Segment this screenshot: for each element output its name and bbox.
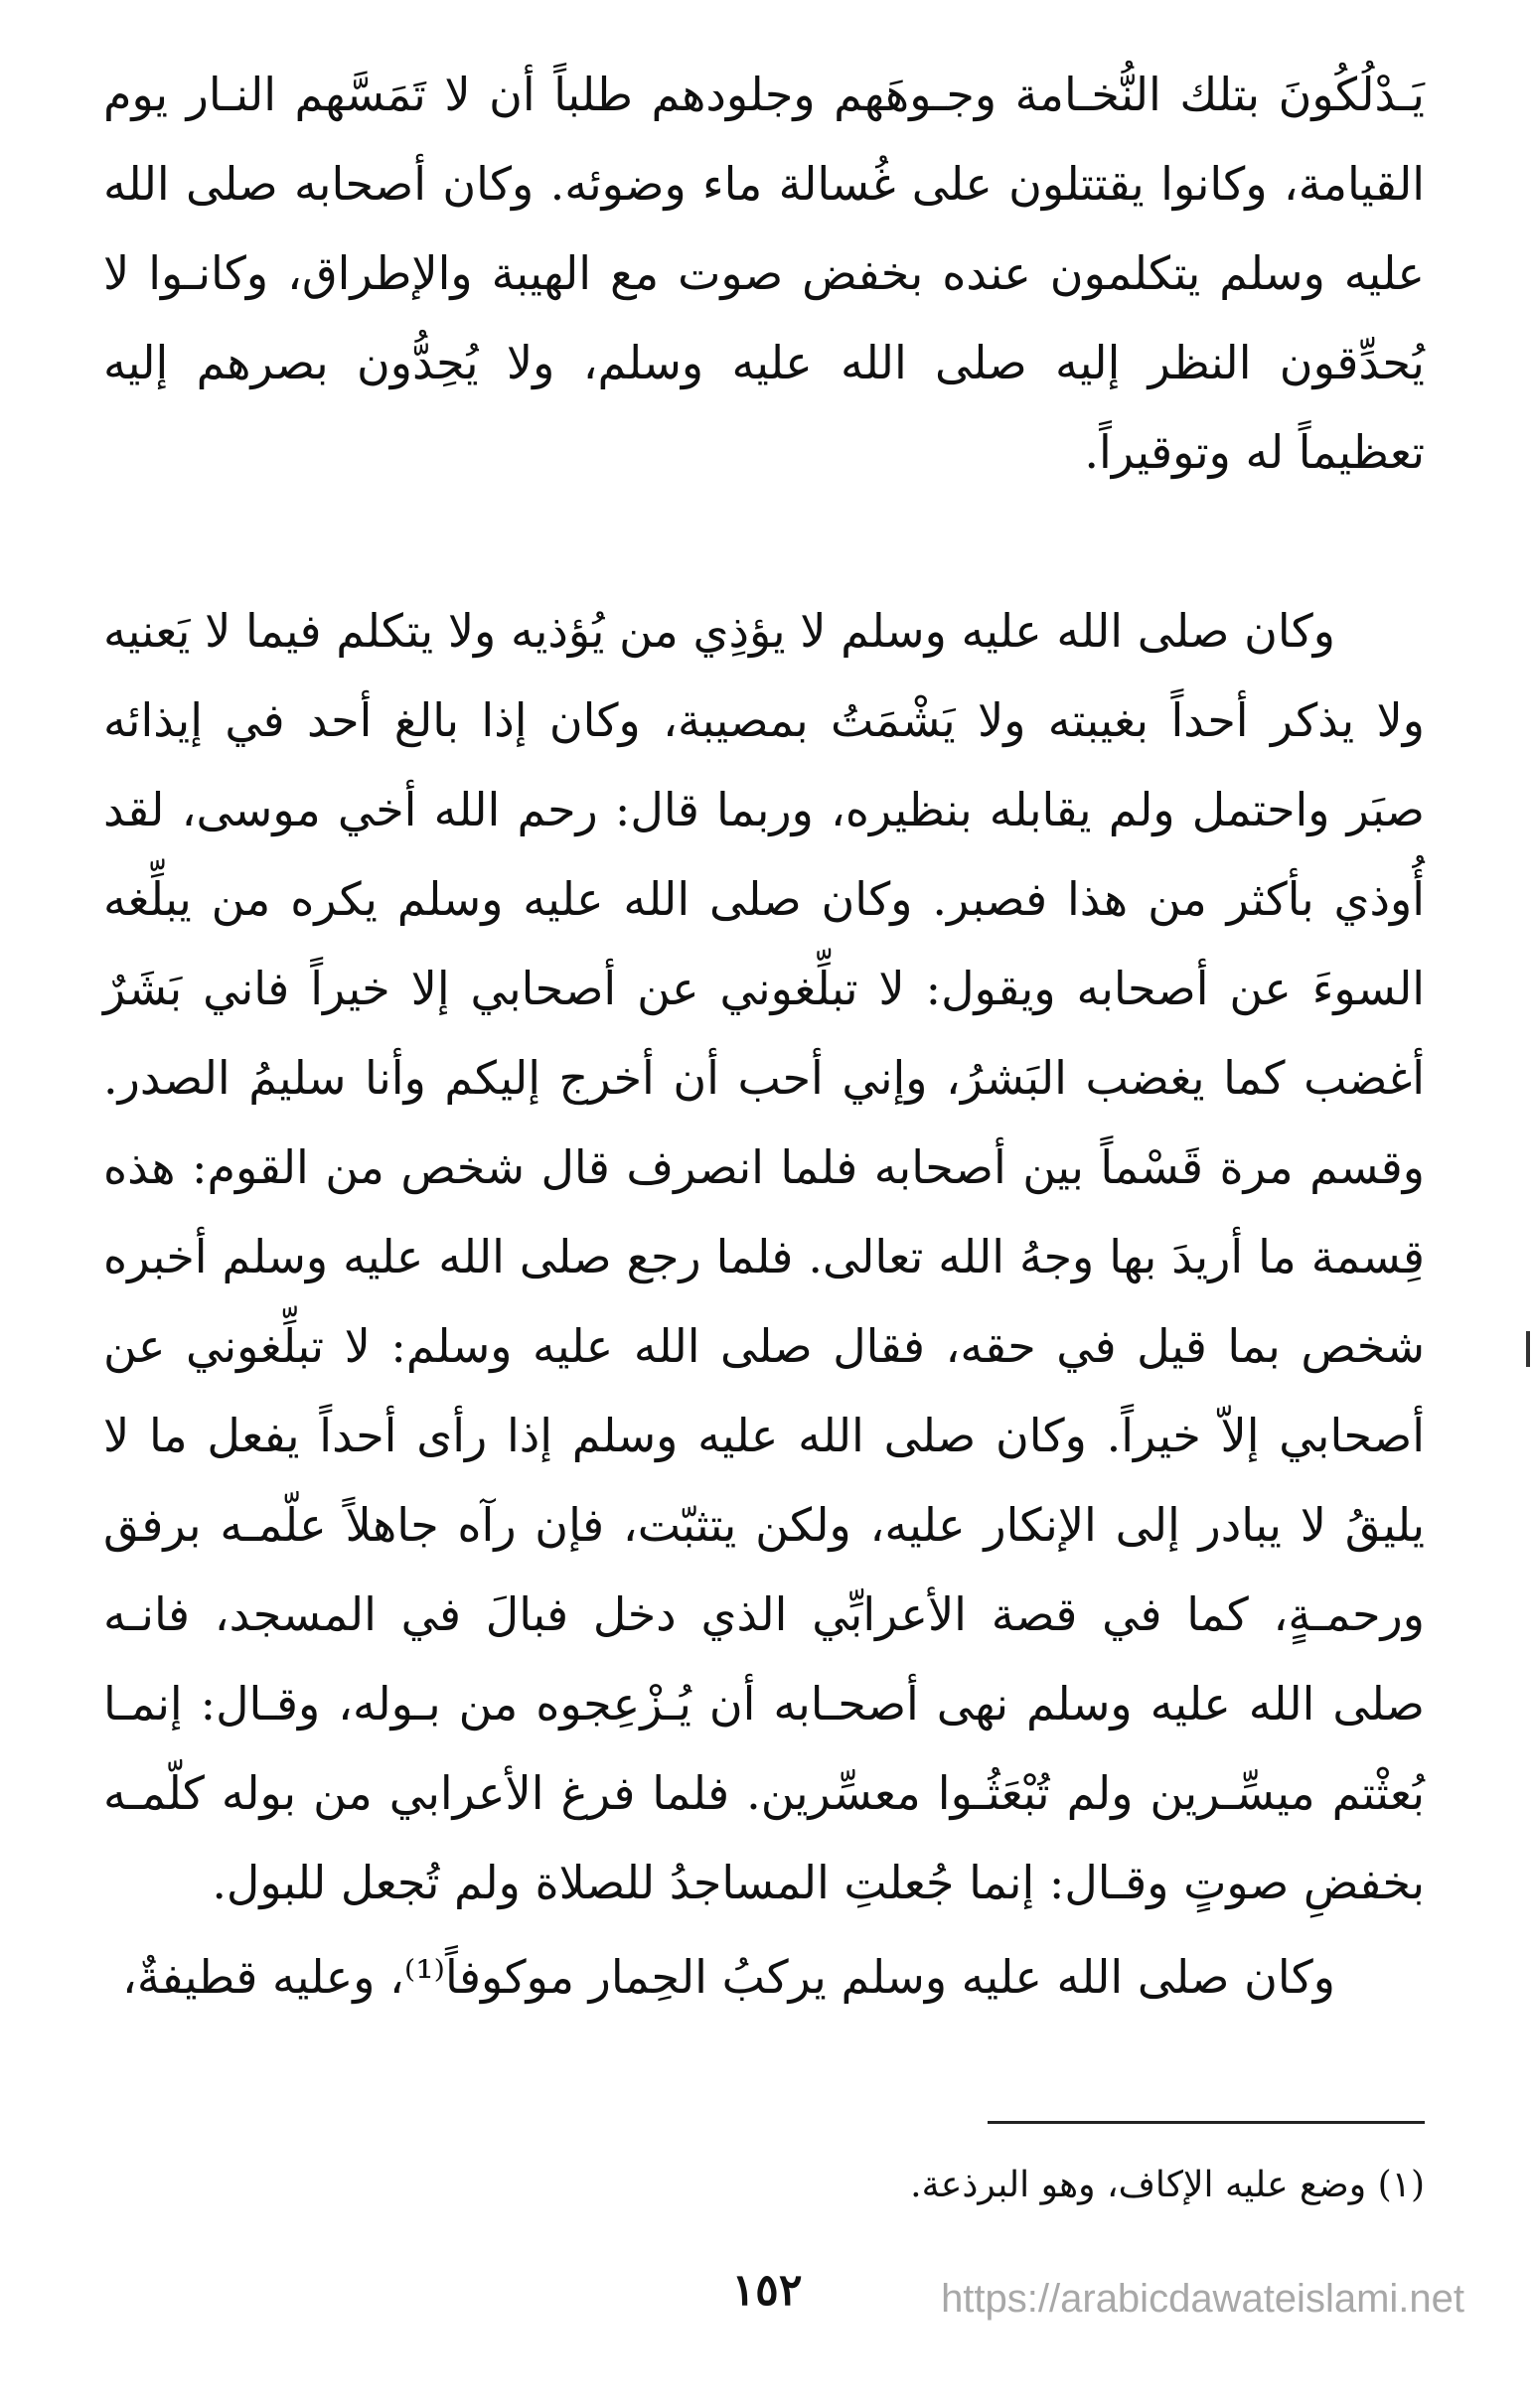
- paragraph-companions-respect: [103, 50, 1425, 497]
- paragraph-text: وكان صلى الله عليه وسلم يركبُ الحِمار موكوفاً⁽¹⁾، وعليه قطيفةٌ،: [121, 1950, 1335, 2004]
- page-number: ١٥٢: [731, 2265, 803, 2316]
- paragraph-riding-donkey: [103, 1932, 1425, 2022]
- scan-edge-mark: [1526, 1331, 1530, 1367]
- footnote-separator: [988, 2121, 1425, 2124]
- paragraph-text: يَـدْلُكُونَ بتلك النُّخـامة وجـوهَهم وجلودهم طلباً أن لا تَمَسَّهم النـار يوم القيامة، وكانوا يقتتلون على غُسالة ماء وضوئه. وكان أصحابه صلى الله عليه وسلم يتكلمون عنده بخفض صوت مع الهيبة والإطراق، وكانـوا لا يُحدِّقون النظر إليه صلى الله عليه وسلم، ولا يُحِدُّون بصرهم إليه تعظيماً له وتوقيراً.: [103, 68, 1425, 479]
- paragraph-patience: [103, 586, 1425, 1927]
- watermark-url: https://arabicdawateislami.net: [941, 2277, 1464, 2321]
- footnote: (١) وضع عليه الإكاف، وهو البرذعة.: [910, 2165, 1425, 2205]
- paragraph-text: وكان صلى الله عليه وسلم لا يؤذِي من يُؤذيه ولا يتكلم فيما لا يَعنيه ولا يذكر أحداً بغيبته ولا يَشْمَتُ بمصيبة، وكان إذا بالغ أحد في إيذائه صبَر واحتمل ولم يقابله بنظيره، وربما قال: رحم الله أخي موسى، لقد أُوذي بأكثر من هذا فصبر. وكان صلى الله عليه وسلم يكره من يبلِّغه السوءَ عن أصحابه ويقول: لا تبلِّغوني عن أصحابي إلا خيراً فاني بَشَرٌ أغضب كما يغضب البَشرُ، وإني أحب أن أخرج إليكم وأنا سليمُ الصدر. وقسم مرة قَسْماً بين أصحابه فلما انصرف قال شخص من القوم: هذه قِسمة ما أريدَ بها وجهُ الله تعالى. فلما رجع صلى الله عليه وسلم أخبره شخص بما قيل في حقه، فقال صلى الله عليه وسلم: لا تبلِّغوني عن أصحابي إلاّ خيراً. وكان صلى الله عليه وسلم إذا رأى أحداً يفعل ما لا يليقُ لا يبادر إلى الإنكار عليه، ولكن يتثبّت، فإن رآه جاهلاً علّمـه برفق ورحمـةٍ، كما في قصة الأعرابِّي الذي دخل فبالَ في المسجد، فانـه صلى الله عليه وسلم نهى أصحـابه أن يُـزْعِجوه من بـوله، وقـال: إنمـا بُعثْتم ميسِّـرين ولم تُبْعَثُـوا معسِّرين. فلما فرغ الأعرابي من بوله كلّمـه بخفضِ صوتٍ وقـال: إنما جُعلتِ المساجدُ للصلاة ولم تُجعل للبول.: [103, 604, 1425, 1909]
